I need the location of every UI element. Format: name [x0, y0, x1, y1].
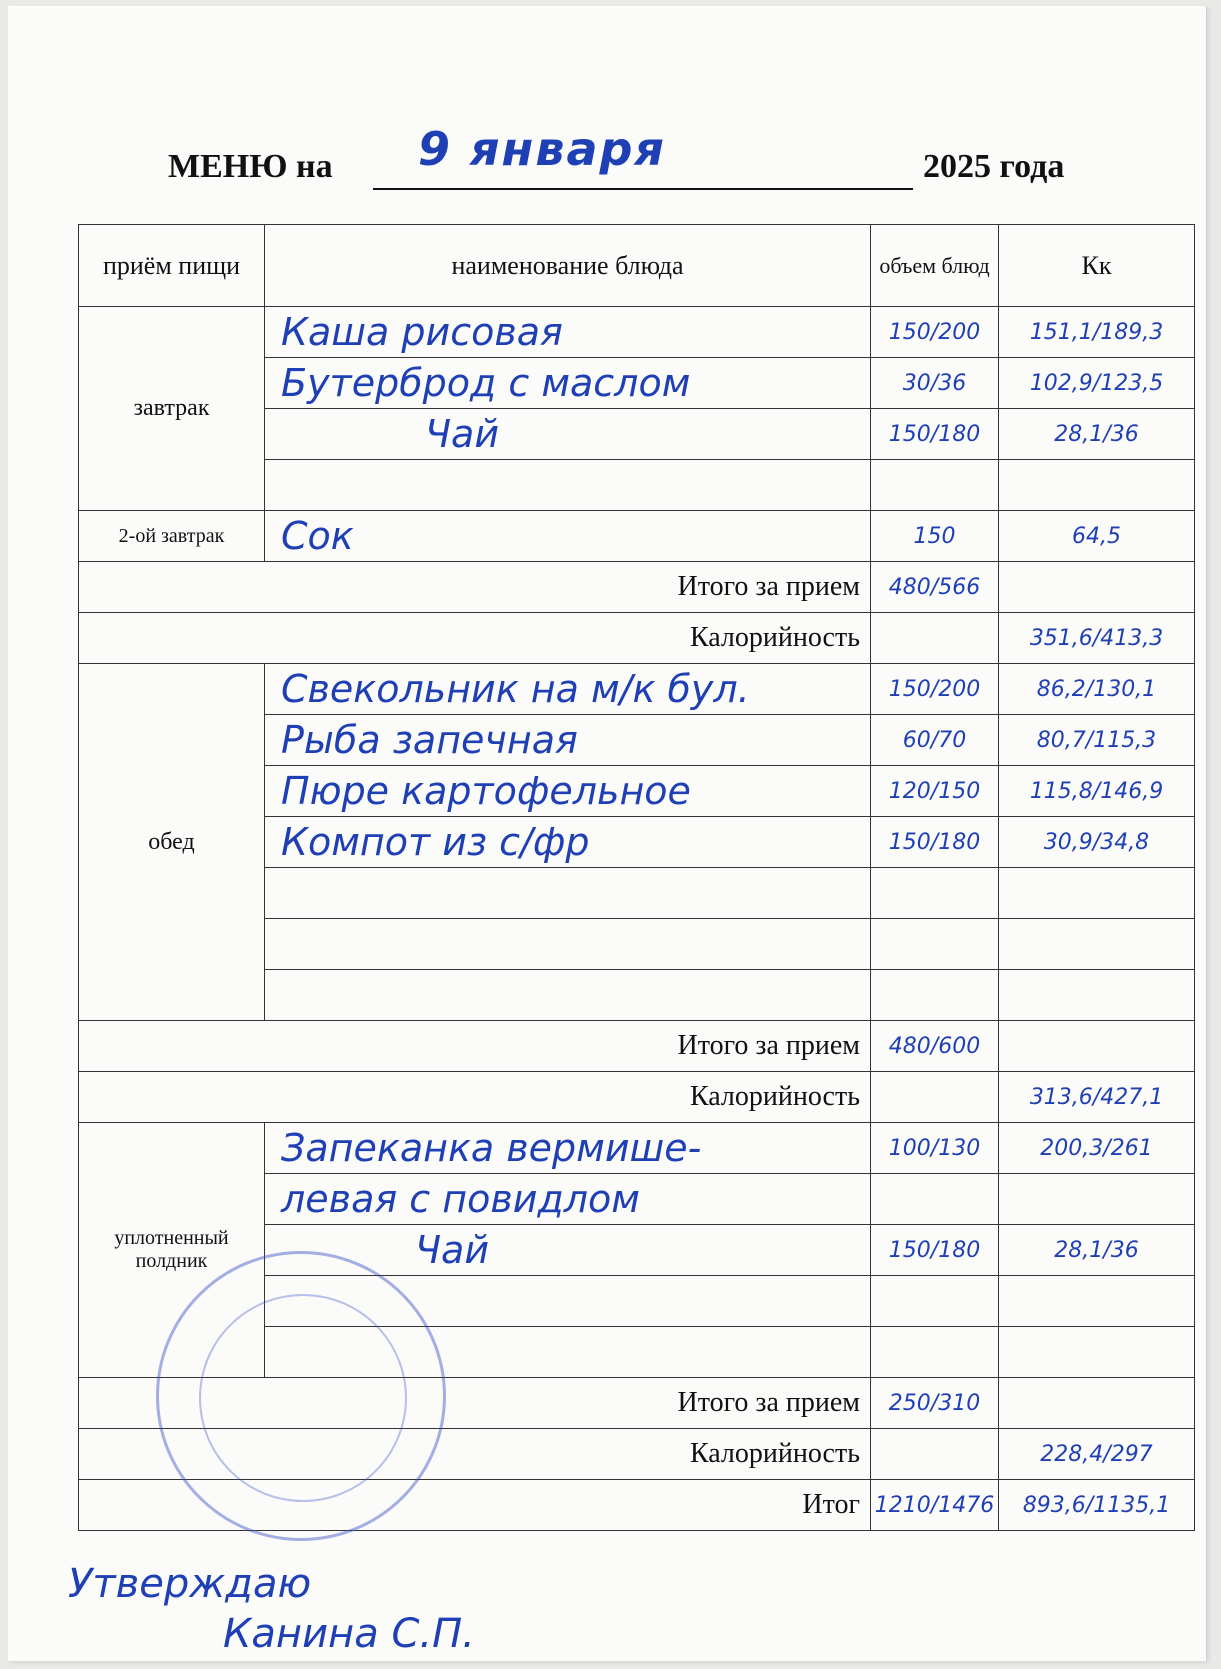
meal-snack: уплотненный полдник — [79, 1123, 265, 1378]
volume-cell: 100/130 — [871, 1123, 999, 1174]
empty-cell — [871, 970, 999, 1021]
header-meal: приём пищи — [79, 225, 265, 307]
empty-cell — [871, 919, 999, 970]
empty-cell — [871, 1429, 999, 1480]
dish-cell: Рыба запечная — [265, 715, 871, 766]
volume-cell — [871, 1174, 999, 1225]
meal-lunch: обед — [79, 664, 265, 1021]
lunch-calories-label: Калорийность — [79, 1072, 871, 1123]
empty-cell — [999, 919, 1195, 970]
dish-cell: Бутерброд с маслом — [265, 358, 871, 409]
volume-cell: 150/180 — [871, 1225, 999, 1276]
menu-title — [168, 122, 1108, 196]
table-row — [79, 562, 1195, 613]
empty-cell — [999, 1327, 1195, 1378]
volume-cell: 150/200 — [871, 307, 999, 358]
meal-second-breakfast: 2-ой завтрак — [79, 511, 265, 562]
kcal-cell: 28,1/36 — [999, 1225, 1195, 1276]
meal-breakfast: завтрак — [79, 307, 265, 511]
dish-cell: Запеканка вермише- — [265, 1123, 871, 1174]
kcal-cell: 115,8/146,9 — [999, 766, 1195, 817]
empty-cell — [999, 1021, 1195, 1072]
volume-cell: 30/36 — [871, 358, 999, 409]
dish-cell: Компот из с/фр — [265, 817, 871, 868]
empty-cell — [871, 868, 999, 919]
snack-total-label: Итого за прием — [79, 1378, 871, 1429]
volume-cell: 150 — [871, 511, 999, 562]
table-row — [79, 511, 1195, 562]
date-underline — [373, 188, 913, 190]
snack-total-volume: 250/310 — [871, 1378, 999, 1429]
kcal-cell: 64,5 — [999, 511, 1195, 562]
empty-cell — [999, 460, 1195, 511]
table-row — [79, 1123, 1195, 1174]
empty-cell — [265, 460, 871, 511]
menu-sheet — [8, 6, 1207, 1661]
snack-calories-label: Калорийность — [79, 1429, 871, 1480]
title-prefix: МЕНЮ на — [168, 148, 333, 185]
dish-cell: Чай — [265, 409, 871, 460]
lunch-calories-value: 313,6/427,1 — [999, 1072, 1195, 1123]
table-row — [79, 613, 1195, 664]
approval-signature — [68, 1561, 475, 1657]
empty-cell — [999, 868, 1195, 919]
empty-cell — [871, 460, 999, 511]
snack-calories-value: 228,4/297 — [999, 1429, 1195, 1480]
dish-cell: Чай — [265, 1225, 871, 1276]
dish-cell: Каша рисовая — [265, 307, 871, 358]
title-year: 2025 года — [923, 148, 1065, 185]
dish-cell: левая с повидлом — [265, 1174, 871, 1225]
empty-cell — [265, 868, 871, 919]
lunch-total-volume: 480/600 — [871, 1021, 999, 1072]
table-row — [79, 664, 1195, 715]
signature-line-2: Канина С.П. — [223, 1611, 475, 1657]
breakfast-calories-value: 351,6/413,3 — [999, 613, 1195, 664]
volume-cell: 60/70 — [871, 715, 999, 766]
breakfast-calories-label: Калорийность — [79, 613, 871, 664]
kcal-cell — [999, 1174, 1195, 1225]
empty-cell — [871, 1327, 999, 1378]
empty-cell — [871, 1072, 999, 1123]
empty-cell — [999, 1276, 1195, 1327]
grand-total-kcal: 893,6/1135,1 — [999, 1480, 1195, 1531]
empty-cell — [999, 970, 1195, 1021]
kcal-cell: 30,9/34,8 — [999, 817, 1195, 868]
kcal-cell: 102,9/123,5 — [999, 358, 1195, 409]
table-row — [79, 1072, 1195, 1123]
kcal-cell: 151,1/189,3 — [999, 307, 1195, 358]
empty-cell — [871, 1276, 999, 1327]
header-kcal: Кк — [999, 225, 1195, 307]
empty-cell — [999, 1378, 1195, 1429]
volume-cell: 150/180 — [871, 409, 999, 460]
breakfast-total-label: Итого за прием — [79, 562, 871, 613]
signature-line-1: Утверждаю — [68, 1561, 312, 1607]
volume-cell: 150/200 — [871, 664, 999, 715]
stamp-inner-ring — [199, 1294, 407, 1502]
round-stamp — [156, 1251, 446, 1541]
header-volume: объем блюд — [871, 225, 999, 307]
empty-cell — [265, 970, 871, 1021]
dish-cell: Свекольник на м/к бул. — [265, 664, 871, 715]
breakfast-total-volume: 480/566 — [871, 562, 999, 613]
grand-total-label: Итог — [79, 1480, 871, 1531]
header-dish: наименование блюда — [265, 225, 871, 307]
volume-cell: 150/180 — [871, 817, 999, 868]
kcal-cell: 86,2/130,1 — [999, 664, 1195, 715]
table-row — [79, 1021, 1195, 1072]
handwritten-date: 9 января — [418, 122, 666, 176]
dish-cell: Сок — [265, 511, 871, 562]
kcal-cell: 200,3/261 — [999, 1123, 1195, 1174]
empty-cell — [265, 919, 871, 970]
kcal-cell: 28,1/36 — [999, 409, 1195, 460]
table-row — [79, 307, 1195, 358]
empty-cell — [999, 562, 1195, 613]
volume-cell: 120/150 — [871, 766, 999, 817]
dish-cell: Пюре картофельное — [265, 766, 871, 817]
kcal-cell: 80,7/115,3 — [999, 715, 1195, 766]
empty-cell — [871, 613, 999, 664]
grand-total-volume: 1210/1476 — [871, 1480, 999, 1531]
lunch-total-label: Итого за прием — [79, 1021, 871, 1072]
